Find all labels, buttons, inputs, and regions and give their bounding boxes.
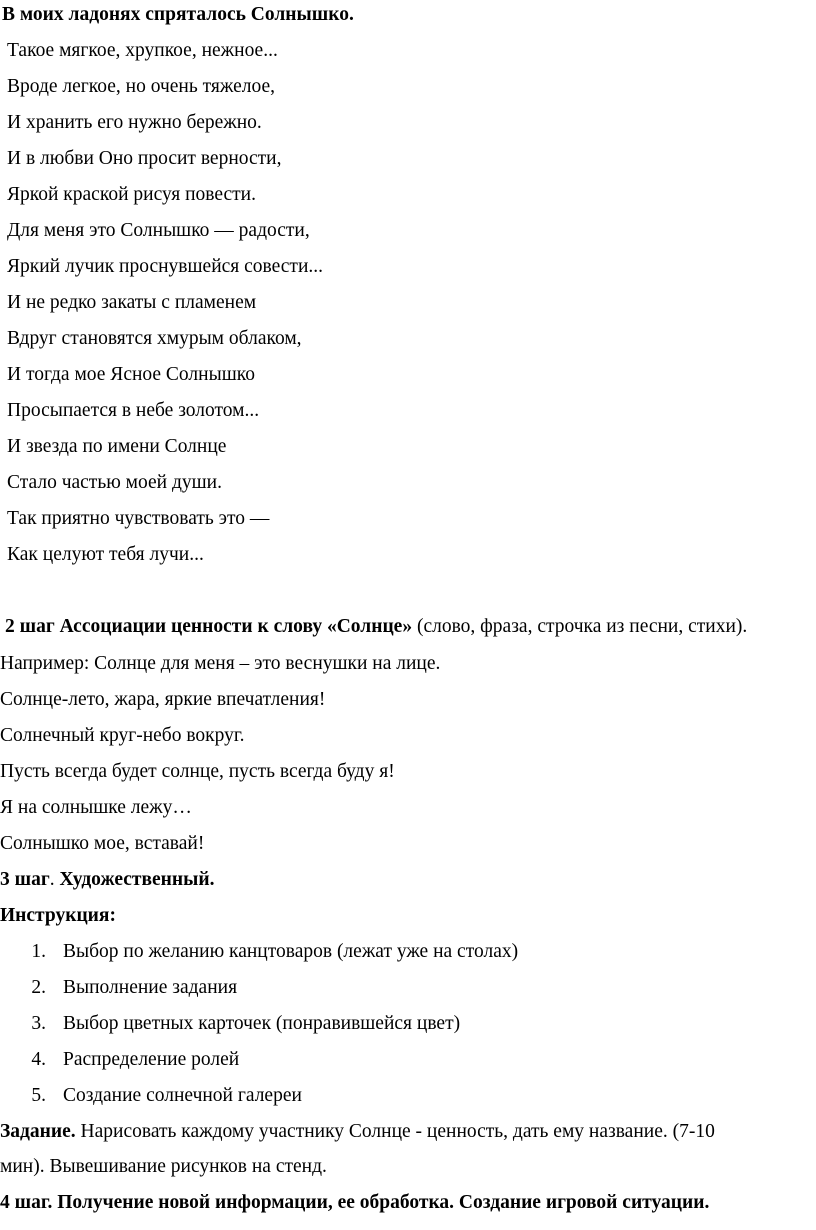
poem-line: Для меня это Солнышко — радости, xyxy=(7,220,310,241)
poem-line: Просыпается в небе золотом... xyxy=(7,400,260,421)
task-paragraph xyxy=(0,1122,715,1142)
poem-line: Как целуют тебя лучи... xyxy=(7,544,204,565)
step2-heading-note: (слово, фраза, строчка из песни, стихи). xyxy=(412,616,748,637)
poem-line: Так приятно чувствовать это — xyxy=(7,508,270,529)
list-item: Создание солнечной галереи xyxy=(63,1085,302,1106)
example-line: Я на солнышке лежу… xyxy=(0,797,192,818)
list-number: 4. xyxy=(31,1049,46,1070)
poem-line: Вдруг становятся хмурым облаком, xyxy=(7,328,302,349)
step2-heading xyxy=(5,617,747,637)
instruction-label: Инструкция: xyxy=(0,905,116,926)
poem-title: В моих ладонях спряталось Солнышко. xyxy=(2,4,354,25)
example-line: Солнце-лето, жара, яркие впечатления! xyxy=(0,689,326,710)
poem-line: И хранить его нужно бережно. xyxy=(7,112,262,133)
list-item: Выбор по желанию канцтоваров (лежат уже на столах) xyxy=(63,941,519,962)
step3-heading-title: Художественный. xyxy=(59,869,215,890)
poem-line: И не редко закаты с пламенем xyxy=(7,292,257,313)
poem-line: Яркой краской рисуя повести. xyxy=(7,184,256,205)
step4-heading: 4 шаг. Получение новой информации, ее обработка. Создание игровой ситуации. xyxy=(0,1192,710,1213)
list-number: 5. xyxy=(31,1085,46,1106)
poem-line: Вроде легкое, но очень тяжелое, xyxy=(7,76,275,97)
poem-line: И звезда по имени Солнце xyxy=(7,436,227,457)
poem-line: И в любви Оно просит верности, xyxy=(7,148,282,169)
list-number: 2. xyxy=(31,977,46,998)
list-item: Выбор цветных карточек (понравившейся цвет) xyxy=(63,1013,461,1034)
poem-line: Стало частью моей души. xyxy=(7,472,222,493)
example-line: Пусть всегда будет солнце, пусть всегда буду я! xyxy=(0,761,395,782)
task-text-continued: мин). Вывешивание рисунков на стенд. xyxy=(0,1156,327,1177)
example-line: Солнышко мое, вставай! xyxy=(0,833,205,854)
list-number: 1. xyxy=(31,941,46,962)
step3-heading-dot: . xyxy=(49,869,60,890)
list-number: 3. xyxy=(31,1013,46,1034)
example-line: Солнечный круг-небо вокруг. xyxy=(0,725,245,746)
poem-line: И тогда мое Ясное Солнышко xyxy=(7,364,255,385)
step3-heading xyxy=(0,870,214,890)
poem-line: Яркий лучик проснувшейся совести... xyxy=(7,256,323,277)
list-item: Распределение ролей xyxy=(63,1049,240,1070)
example-line: Например: Солнце для меня – это веснушки на лице. xyxy=(0,653,441,674)
step3-heading-step: 3 шаг xyxy=(0,869,50,890)
task-text: Нарисовать каждому участнику Солнце - ценность, дать ему название. (7-10 xyxy=(75,1121,715,1142)
list-item: Выполнение задания xyxy=(63,977,238,998)
poem-line: Такое мягкое, хрупкое, нежное... xyxy=(7,40,278,61)
step2-heading-bold: 2 шаг Ассоциации ценности к слову «Солнце» xyxy=(5,616,413,637)
task-label: Задание. xyxy=(0,1121,76,1142)
